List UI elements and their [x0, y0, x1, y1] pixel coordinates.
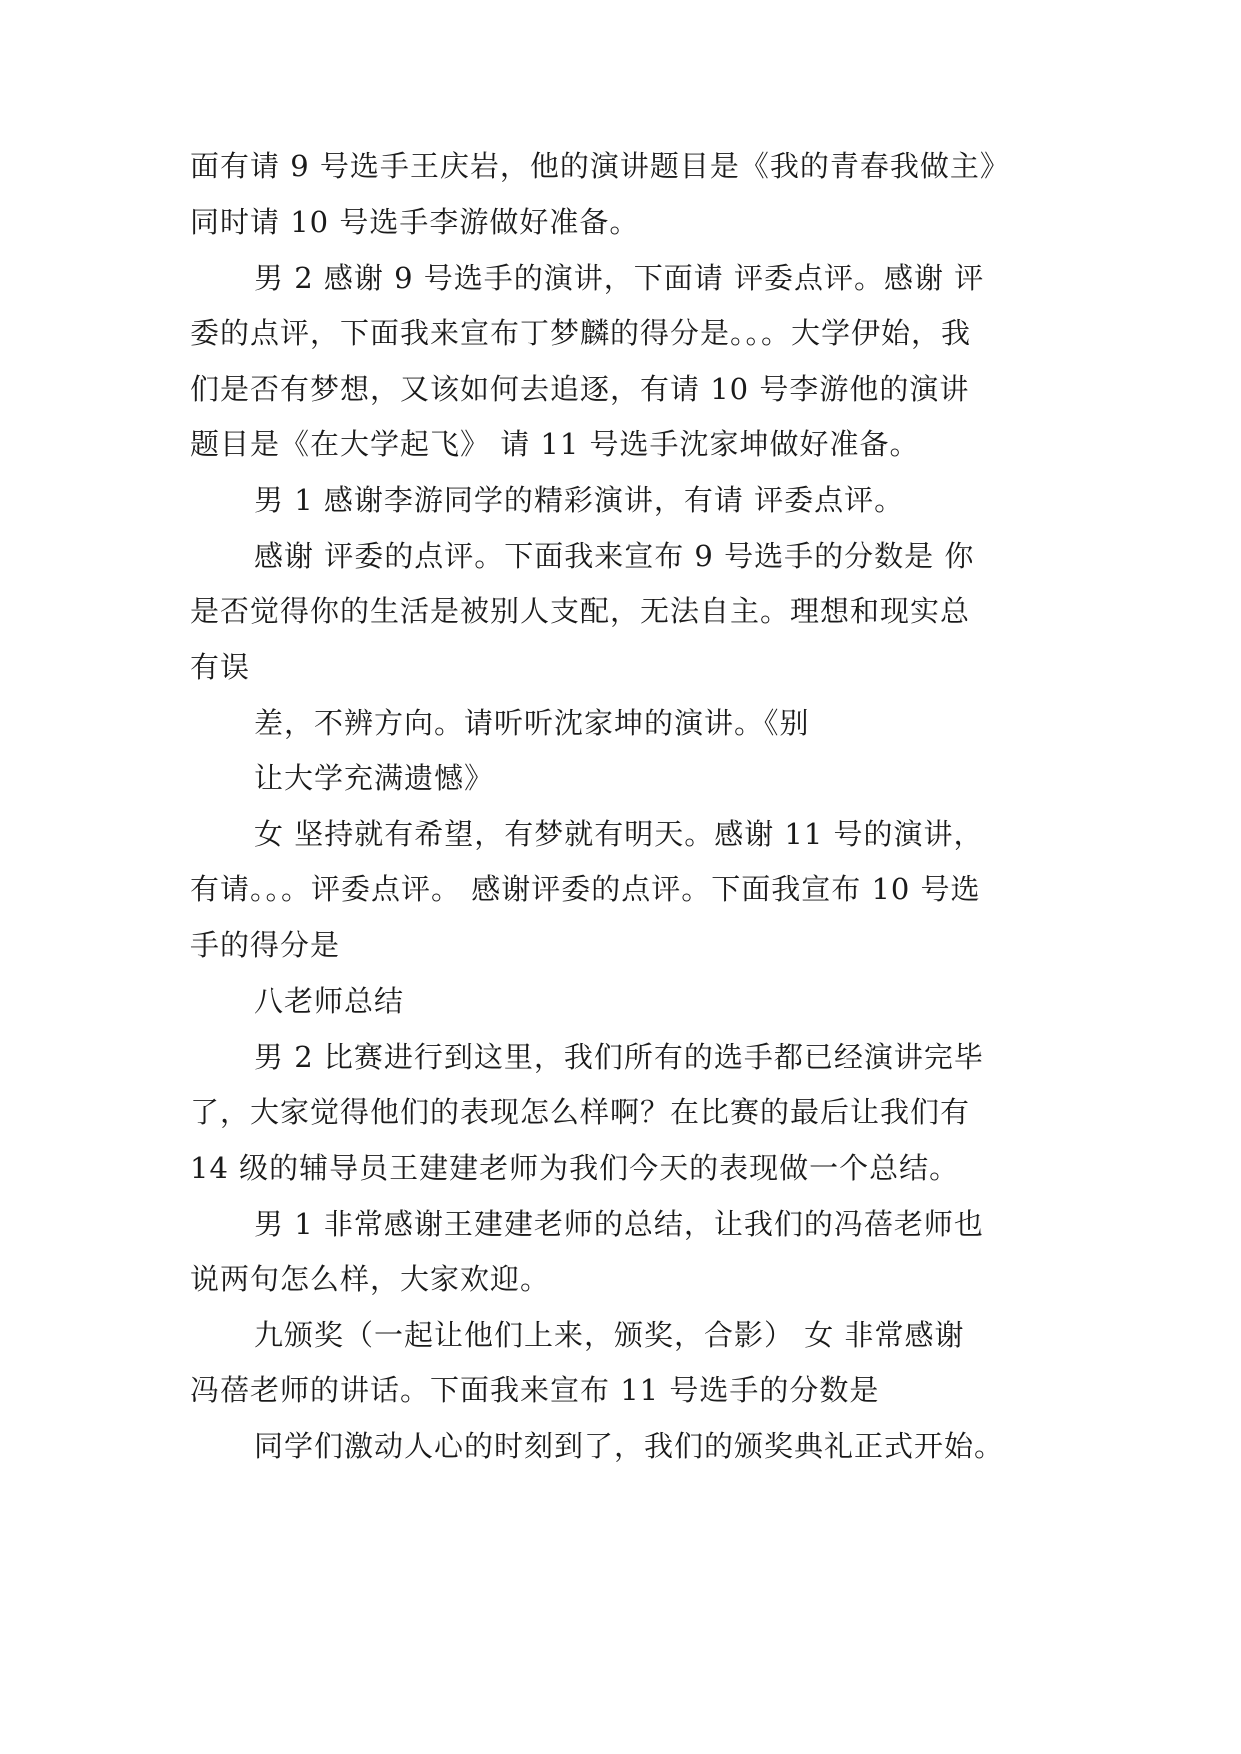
text-line: 是否觉得你的生活是被别人支配，无法自主。理想和现实总 — [190, 594, 971, 628]
text-line: 题目是《在大学起飞》 请 11 号选手沈家坤做好准备。 — [190, 427, 920, 461]
text-line: 差，不辨方向。请听听沈家坤的演讲。《别 — [254, 706, 810, 740]
text-line: 14 级的辅导员王建建老师为我们今天的表现做一个总结。 — [190, 1151, 960, 1185]
text-line: 面有请 9 号选手王庆岩，他的演讲题目是《我的青春我做主》 — [190, 149, 1010, 183]
text-line: 说两句怎么样，大家欢迎。 — [190, 1262, 551, 1296]
text-line: 八老师总结 — [254, 984, 405, 1018]
text-line: 男 1 感谢李游同学的精彩演讲，有请 评委点评。 — [254, 483, 905, 517]
text-line: 男 2 感谢 9 号选手的演讲，下面请 评委点评。感谢 评 — [254, 261, 985, 295]
text-line: 有请。。。评委点评。 感谢评委的点评。下面我宣布 10 号选 — [190, 872, 981, 906]
text-line: 同学们激动人心的时刻到了，我们的颁奖典礼正式开始。 — [254, 1429, 1005, 1463]
text-line: 有误 — [190, 650, 251, 684]
text-line: 了，大家觉得他们的表现怎么样啊？在比赛的最后让我们有 — [190, 1095, 971, 1129]
text-line: 女 坚持就有希望，有梦就有明天。感谢 11 号的演讲， — [254, 817, 984, 851]
text-line: 委的点评，下面我来宣布丁梦麟的得分是。。。大学伊始，我 — [190, 316, 972, 350]
text-line: 九颁奖（一起让他们上来，颁奖，合影） 女 非常感谢 — [254, 1318, 965, 1352]
text-line: 让大学充满遗憾》 — [254, 761, 495, 795]
text-line: 们是否有梦想，又该如何去追逐，有请 10 号李游他的演讲 — [190, 372, 970, 406]
text-line: 手的得分是 — [190, 928, 341, 962]
text-line: 男 1 非常感谢王建建老师的总结，让我们的冯蓓老师也 — [254, 1207, 984, 1241]
text-line: 冯蓓老师的讲话。下面我来宣布 11 号选手的分数是 — [190, 1373, 880, 1407]
text-line: 男 2 比赛进行到这里，我们所有的选手都已经演讲完毕 — [254, 1040, 984, 1074]
text-line: 同时请 10 号选手李游做好准备。 — [190, 205, 640, 239]
text-line: 感谢 评委的点评。下面我来宣布 9 号选手的分数是 你 — [254, 539, 975, 573]
